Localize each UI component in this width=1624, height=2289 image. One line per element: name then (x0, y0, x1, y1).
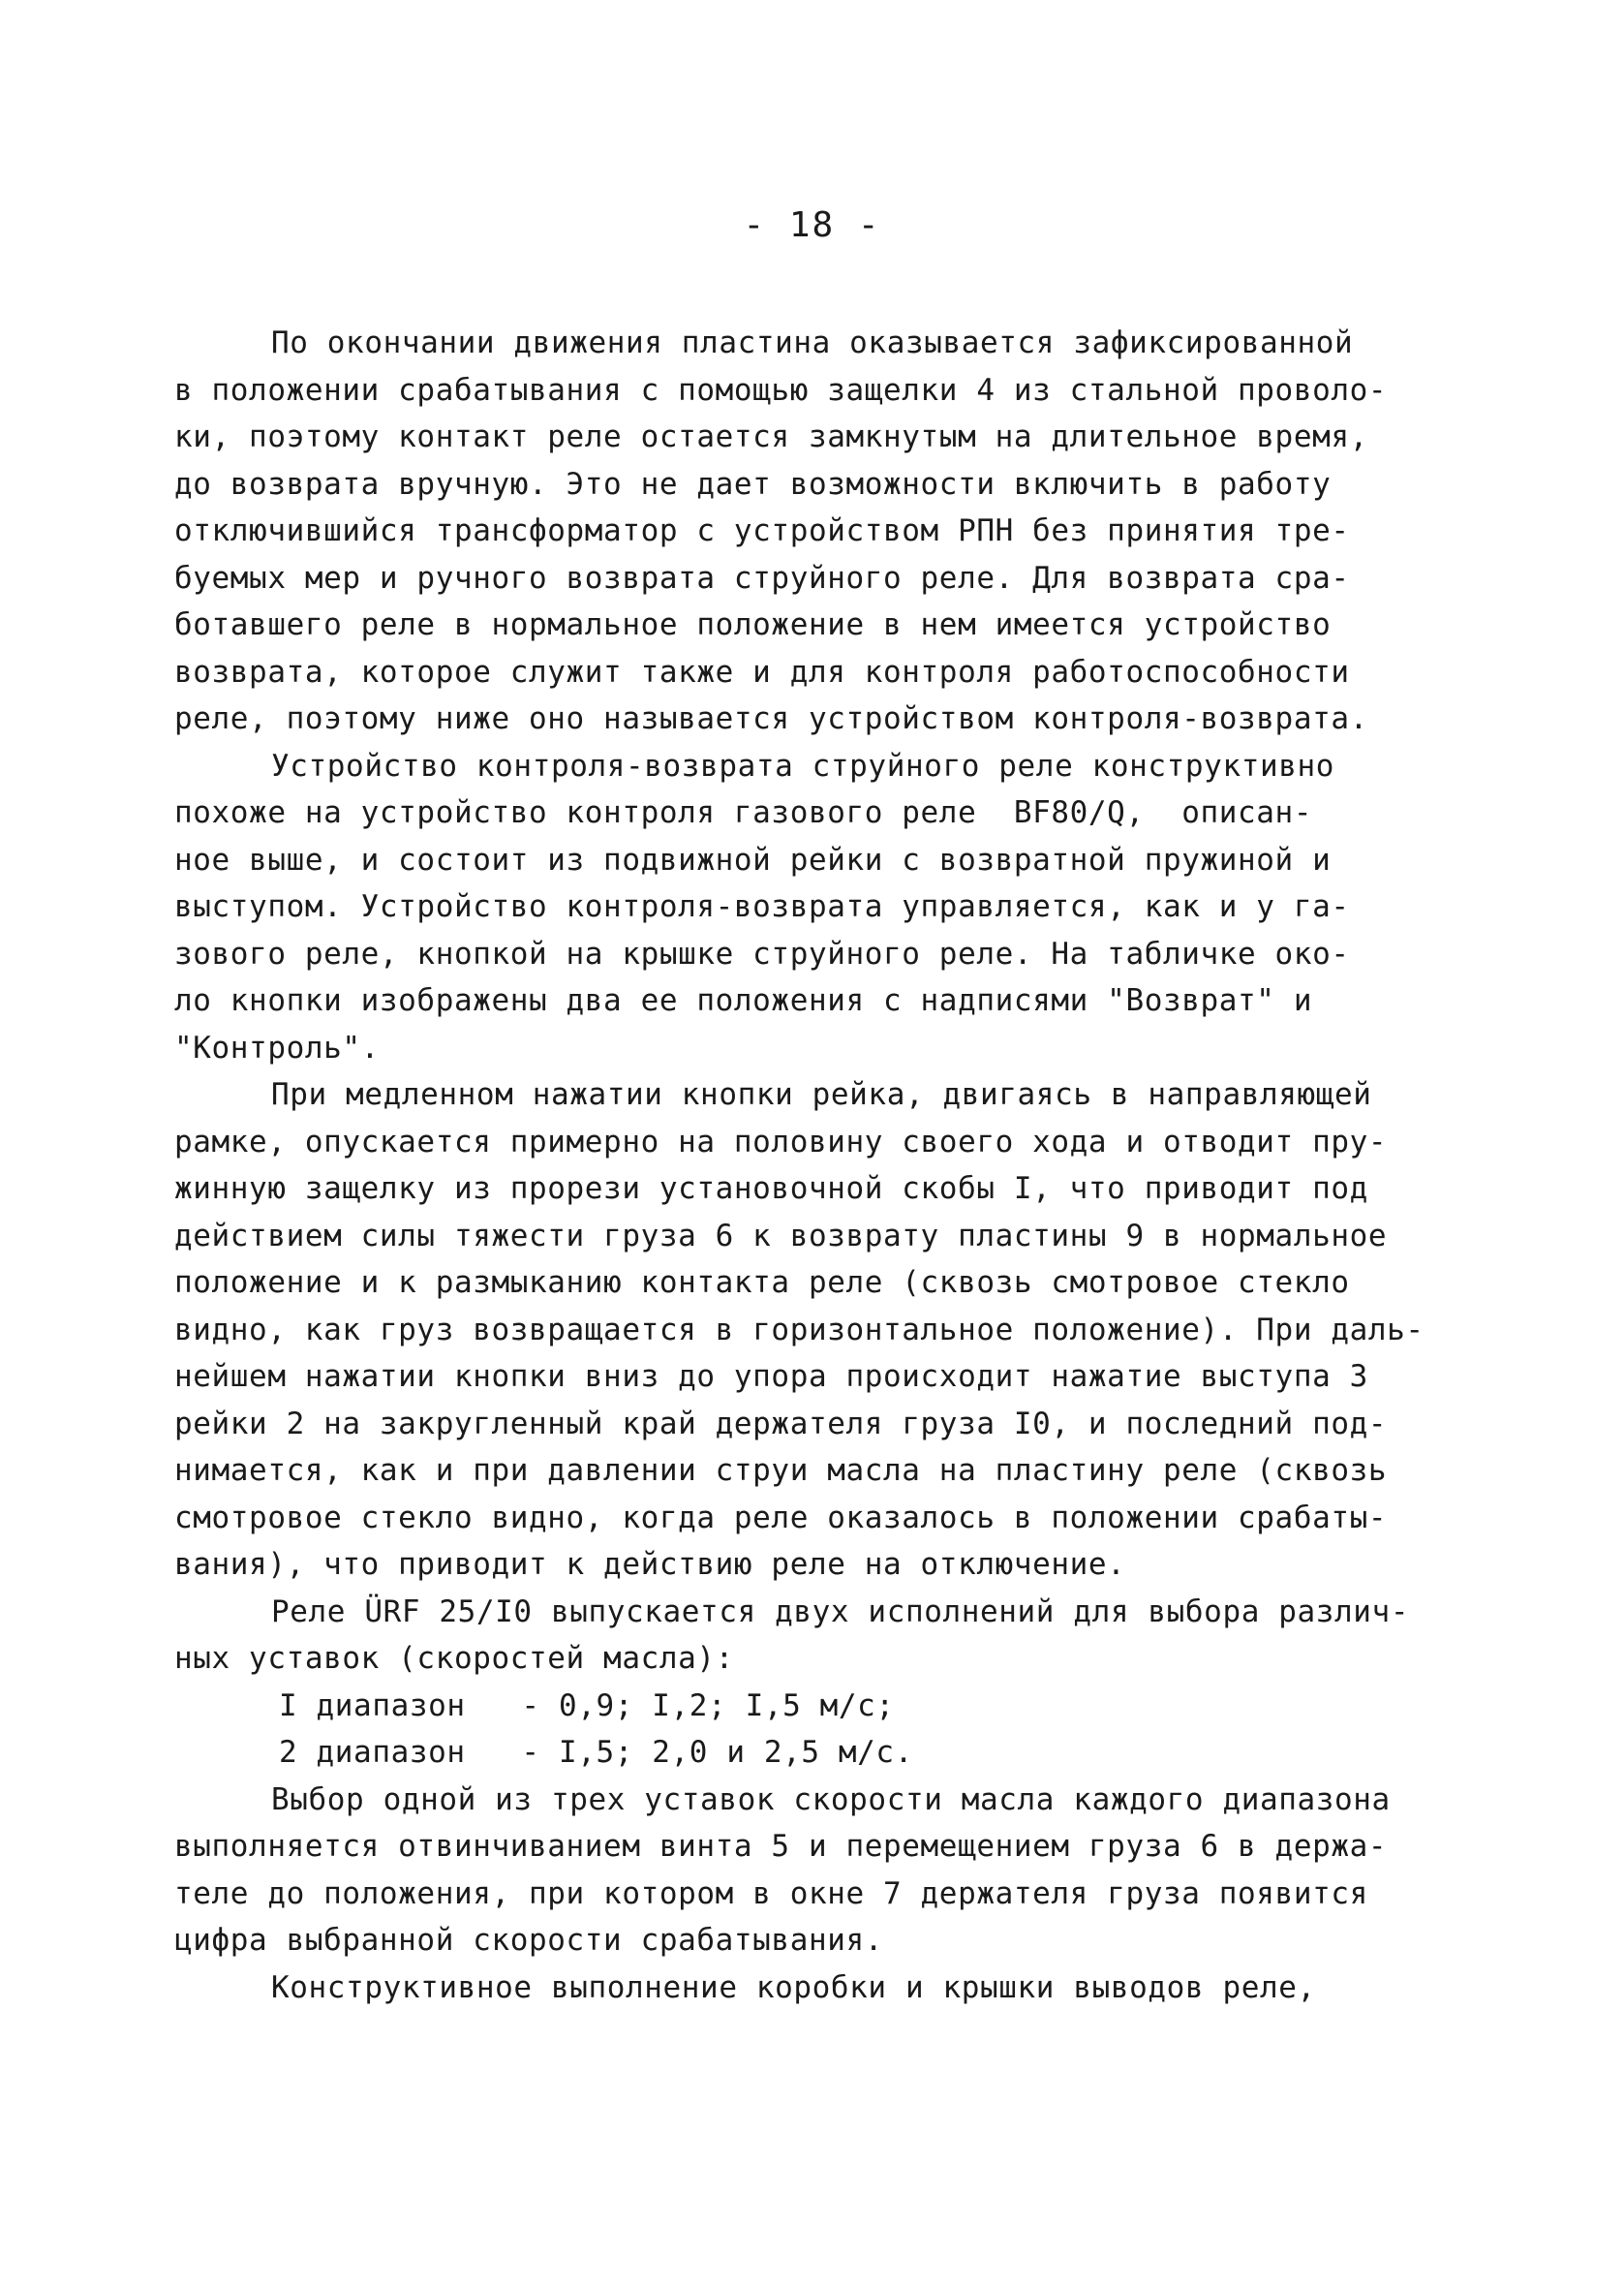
text-line: реле, поэтому ниже оно называется устройством контроля-возврата. (174, 701, 1368, 736)
text-line: нимается, как и при давлении струи масла на пластину реле (сквозь (174, 1453, 1388, 1488)
text-line: смотровое стекло видно, когда реле оказалось в положении срабаты- (174, 1500, 1388, 1535)
text-line: При медленном нажатии кнопки рейка, двигаясь в направляющей (271, 1077, 1372, 1112)
text-line: действием силы тяжести груза 6 к возврату пластины 9 в нормальное (174, 1218, 1388, 1253)
text-line: Реле ÜRF 25/I0 выпускается двух исполнений для выбора различ- (271, 1593, 1410, 1629)
text-line: ки, поэтому контакт реле остается замкнутым на длительное время, (174, 419, 1368, 454)
text-line: ных уставок (скоростей масла): (174, 1641, 734, 1676)
text-line: ное выше, и состоит из подвижной рейки с возвратной пружиной и (174, 842, 1332, 878)
text-line: I диапазон - 0,9; I,2; I,5 м/с; (279, 1687, 895, 1723)
text-line: рейки 2 на закругленный край держателя груза I0, и последний под- (174, 1406, 1388, 1441)
text-line: цифра выбранной скорости срабатывания. (174, 1923, 884, 1958)
text-line: 2 диапазон - I,5; 2,0 и 2,5 м/с. (279, 1735, 913, 1770)
text-line: видно, как груз возвращается в горизонтальное положение). При даль- (174, 1312, 1425, 1347)
text-line: По окончании движения пластина оказывается зафиксированной (271, 325, 1354, 360)
text-line: рамке, опускается примерно на половину своего хода и отводит пру- (174, 1124, 1388, 1160)
text-line: Конструктивное выполнение коробки и крышки выводов реле, (271, 1969, 1316, 2005)
text-line: зового реле, кнопкой на крышке струйного реле. На табличке око- (174, 936, 1350, 972)
text-line: теле до положения, при котором в окне 7 держателя груза появится (174, 1875, 1368, 1911)
text-line: отключившийся трансформатор с устройством РПН без принятия тре- (174, 513, 1350, 548)
text-line: Устройство контроля-возврата струйного реле конструктивно (271, 748, 1335, 784)
text-line: выполняется отвинчиванием винта 5 и перемещением груза 6 в держа- (174, 1829, 1388, 1864)
text-line: выступом. Устройство контроля-возврата управляется, как и у га- (174, 889, 1350, 924)
text-line: нейшем нажатии кнопки вниз до упора происходит нажатие выступа 3 (174, 1359, 1368, 1394)
text-line: возврата, которое служит также и для контроля работоспособности (174, 654, 1350, 690)
text-line: до возврата вручную. Это не дает возможности включить в работу (174, 466, 1332, 502)
text-line: в положении срабатывания с помощью защелки 4 из стальной проволо- (174, 372, 1388, 408)
text-line: похоже на устройство контроля газового реле BF80/Q, описан- (174, 795, 1313, 830)
text-line: Выбор одной из трех уставок скорости масла каждого диапазона (271, 1781, 1391, 1817)
text-line: ботавшего реле в нормальное положение в нем имеется устройство (174, 607, 1332, 642)
body-text (174, 320, 1472, 2011)
text-line: положение и к размыканию контакта реле (сквозь смотровое стекло (174, 1265, 1350, 1300)
text-line: "Контроль". (174, 1030, 380, 1066)
text-line: буемых мер и ручного возврата струйного реле. Для возврата сра- (174, 560, 1350, 596)
text-line: жинную защелку из прорези установочной скобы I, что приводит под (174, 1171, 1368, 1206)
page-number: - 18 - (743, 205, 881, 245)
text-line: ло кнопки изображены два ее положения с надписями "Возврат" и (174, 983, 1313, 1018)
text-line: вания), что приводит к действию реле на отключение. (174, 1547, 1126, 1582)
